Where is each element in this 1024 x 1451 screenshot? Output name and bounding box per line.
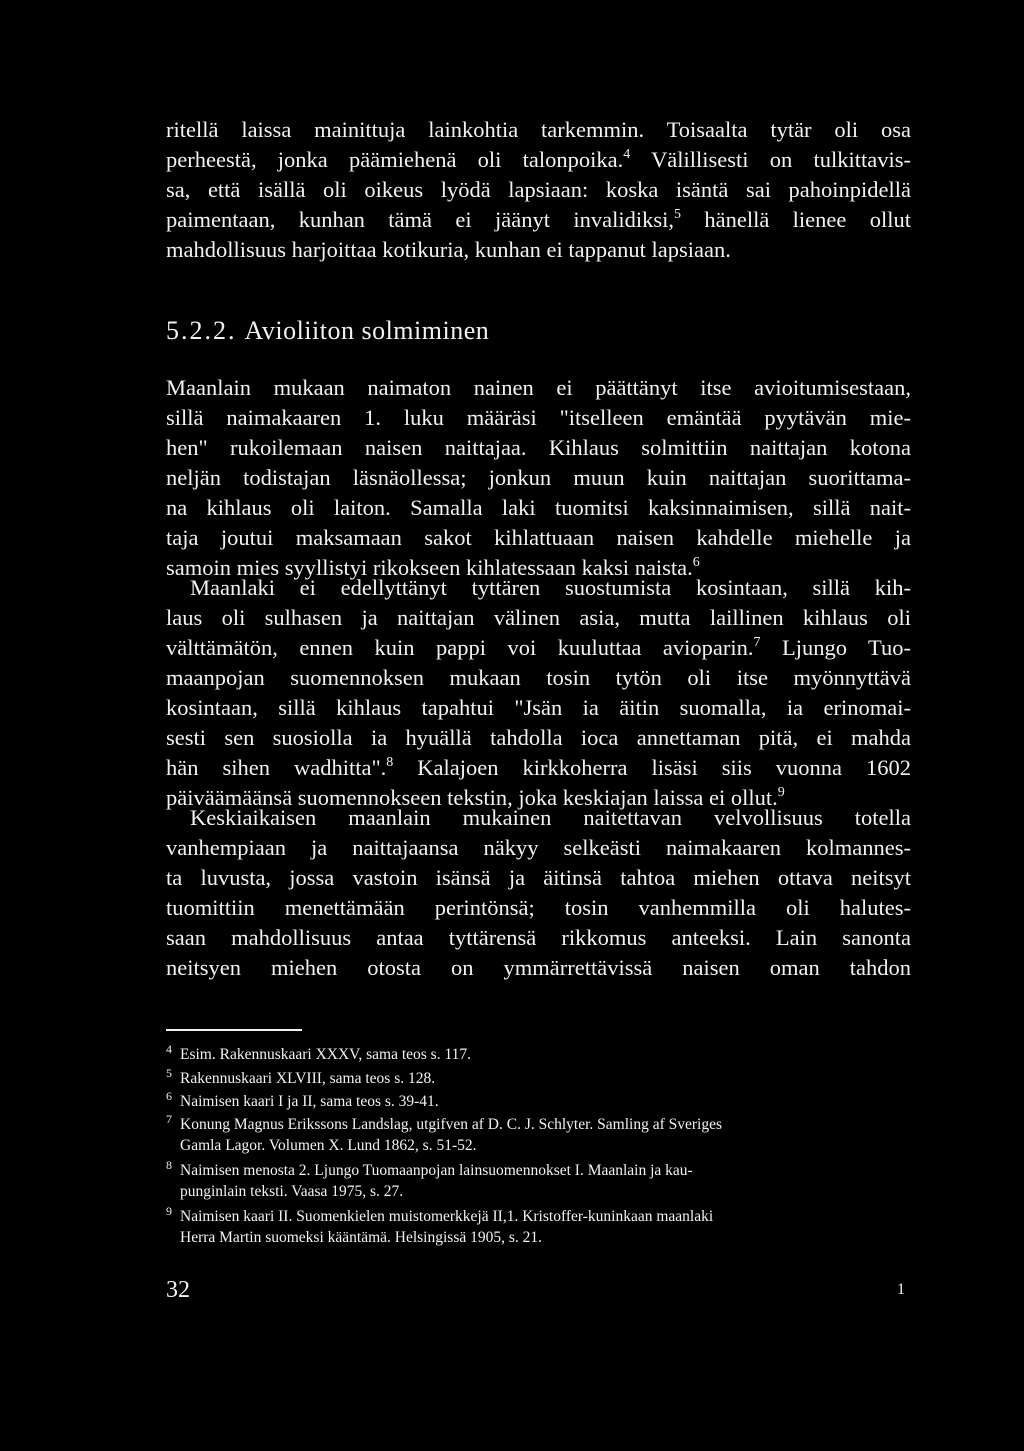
body-line: maanpojan suomennoksen mukaan tosin tytön oli itse myönnyttävä bbox=[166, 665, 911, 690]
footnote-ref: 4 bbox=[623, 147, 631, 162]
footnote-ref: 6 bbox=[692, 555, 700, 570]
footnote-mark: 9 bbox=[166, 1204, 172, 1218]
footnote-divider bbox=[166, 1029, 302, 1031]
footnote-text: Naimisen kaari I ja II, sama teos s. 39-41. bbox=[180, 1093, 439, 1110]
body-line: ta luvusta, jossa vastoin isänsä ja äitinsä tahtoa miehen ottava neitsyt bbox=[166, 865, 911, 890]
footnote-mark: 8 bbox=[166, 1158, 172, 1172]
body-line: samoin mies syyllistyi rikokseen kihlatessaan kaksi naista.$^6$ bbox=[166, 555, 700, 580]
body-line: na kihlaus oli laiton. Samalla laki tuomitsi kaksinnaimisen, sillä nait- bbox=[166, 495, 911, 520]
footnote-text: Herra Martin suomeksi kääntämä. Helsingissä 1905, s. 21. bbox=[180, 1229, 543, 1246]
page-number: 32 bbox=[166, 1277, 190, 1303]
body-line: Keskiaikaisen maanlain mukainen naitettavan velvollisuus totella bbox=[190, 805, 911, 830]
body-line: välttämätön, ennen kuin pappi voi kuuluttaa avioparin.$^7$ Ljungo Tuo- bbox=[166, 635, 911, 660]
body-line: sesti sen suosiolla ia hyuällä tahdolla ioca annettaman pitä, ei mahda bbox=[166, 725, 911, 750]
footnote-text: punginlain teksti. Vaasa 1975, s. 27. bbox=[180, 1183, 404, 1200]
footnote-text: Rakennuskaari XLVIII, sama teos s. 128. bbox=[180, 1070, 436, 1087]
body-line: Maanlaki ei edellyttänyt tyttären suostumista kosintaan, sillä kih- bbox=[190, 575, 911, 600]
footnote-text: Naimisen menosta 2. Ljungo Tuomaanpojan lainsuomennokset I. Maanlain ja kau- bbox=[180, 1162, 693, 1179]
corner-marker: 1 bbox=[897, 1281, 905, 1298]
footnote-text: Konung Magnus Erikssons Landslag, utgifven af D. C. J. Schlyter. Samling af Sveriges bbox=[180, 1116, 723, 1133]
footnote-mark: 7 bbox=[166, 1112, 172, 1126]
footnote-mark: 6 bbox=[166, 1089, 172, 1103]
body-line: laus oli sulhasen ja naittajan välinen asia, mutta laillinen kihlaus oli bbox=[166, 605, 911, 630]
body-line: kosintaan, sillä kihlaus tapahtui "Jsän ia äitin suomalla, ia erinomai- bbox=[166, 695, 911, 720]
footnote-mark: 4 bbox=[166, 1042, 172, 1056]
footnote-ref: 9 bbox=[777, 785, 785, 800]
body-line: Maanlain mukaan naimaton nainen ei päättänyt itse avioitumisestaan, bbox=[166, 375, 911, 400]
section-number: 5.2.2. bbox=[166, 316, 237, 345]
body-line: hän sihen wadhitta".$^8$ Kalajoen kirkkoherra lisäsi siis vuonna 1602 bbox=[166, 755, 912, 780]
footnote-ref: 5 bbox=[673, 207, 681, 222]
footnote-text: Gamla Lagor. Volumen X. Lund 1862, s. 51-52. bbox=[180, 1137, 477, 1154]
footnote-ref: 7 bbox=[753, 635, 761, 650]
footnote-ref: 8 bbox=[386, 755, 394, 770]
section-heading bbox=[166, 314, 489, 348]
body-line: päiväämäänsä suomennokseen tekstin, joka keskiajan laissa ei ollut.$^9$ bbox=[166, 785, 785, 810]
body-line: hen" rukoilemaan naisen naittajaa. Kihlaus solmittiin naittajan kotona bbox=[166, 435, 911, 460]
body-line: sa, että isällä oli oikeus lyödä lapsiaan: koska isäntä sai pahoinpidellä bbox=[166, 177, 911, 202]
body-line: ritellä laissa mainittuja lainkohtia tarkemmin. Toisaalta tytär oli osa bbox=[166, 117, 911, 142]
body-line: perheestä, jonka päämiehenä oli talonpoika.$^4$ Välillisesti on tulkittavis- bbox=[166, 147, 911, 172]
body-line: taja joutui maksamaan sakot kihlattuaan naisen kahdelle miehelle ja bbox=[166, 525, 911, 550]
body-line: neitsyen miehen otosta on ymmärrettävissä naisen oman tahdon bbox=[166, 955, 911, 980]
body-line: vanhempiaan ja naittajaansa näkyy selkeästi naimakaaren kolmannes- bbox=[166, 835, 911, 860]
footnote-text: Esim. Rakennuskaari XXXV, sama teos s. 117. bbox=[180, 1046, 472, 1063]
body-line: mahdollisuus harjoittaa kotikuria, kunhan ei tappanut lapsiaan. bbox=[166, 237, 731, 262]
body-line: saan mahdollisuus antaa tyttärensä rikkomus anteeksi. Lain sanonta bbox=[166, 925, 911, 950]
footnote-mark: 5 bbox=[166, 1066, 172, 1080]
footnote-text: Naimisen kaari II. Suomenkielen muistomerkkejä II,1. Kristoffer-kuninkaan maanlaki bbox=[180, 1208, 714, 1225]
body-line: neljän todistajan läsnäollessa; jonkun muun kuin naittajan suorittama- bbox=[166, 465, 911, 490]
body-line: tuomittiin menettämään perintönsä; tosin vanhemmilla oli halutes- bbox=[166, 895, 911, 920]
body-line: paimentaan, kunhan tämä ei jäänyt invalidiksi,$^5$ hänellä lienee ollut bbox=[166, 207, 912, 232]
section-title: Avioliiton solmiminen bbox=[244, 316, 490, 345]
body-line: sillä naimakaaren 1. luku määräsi "itselleen emäntää pyytävän mie- bbox=[166, 405, 911, 430]
